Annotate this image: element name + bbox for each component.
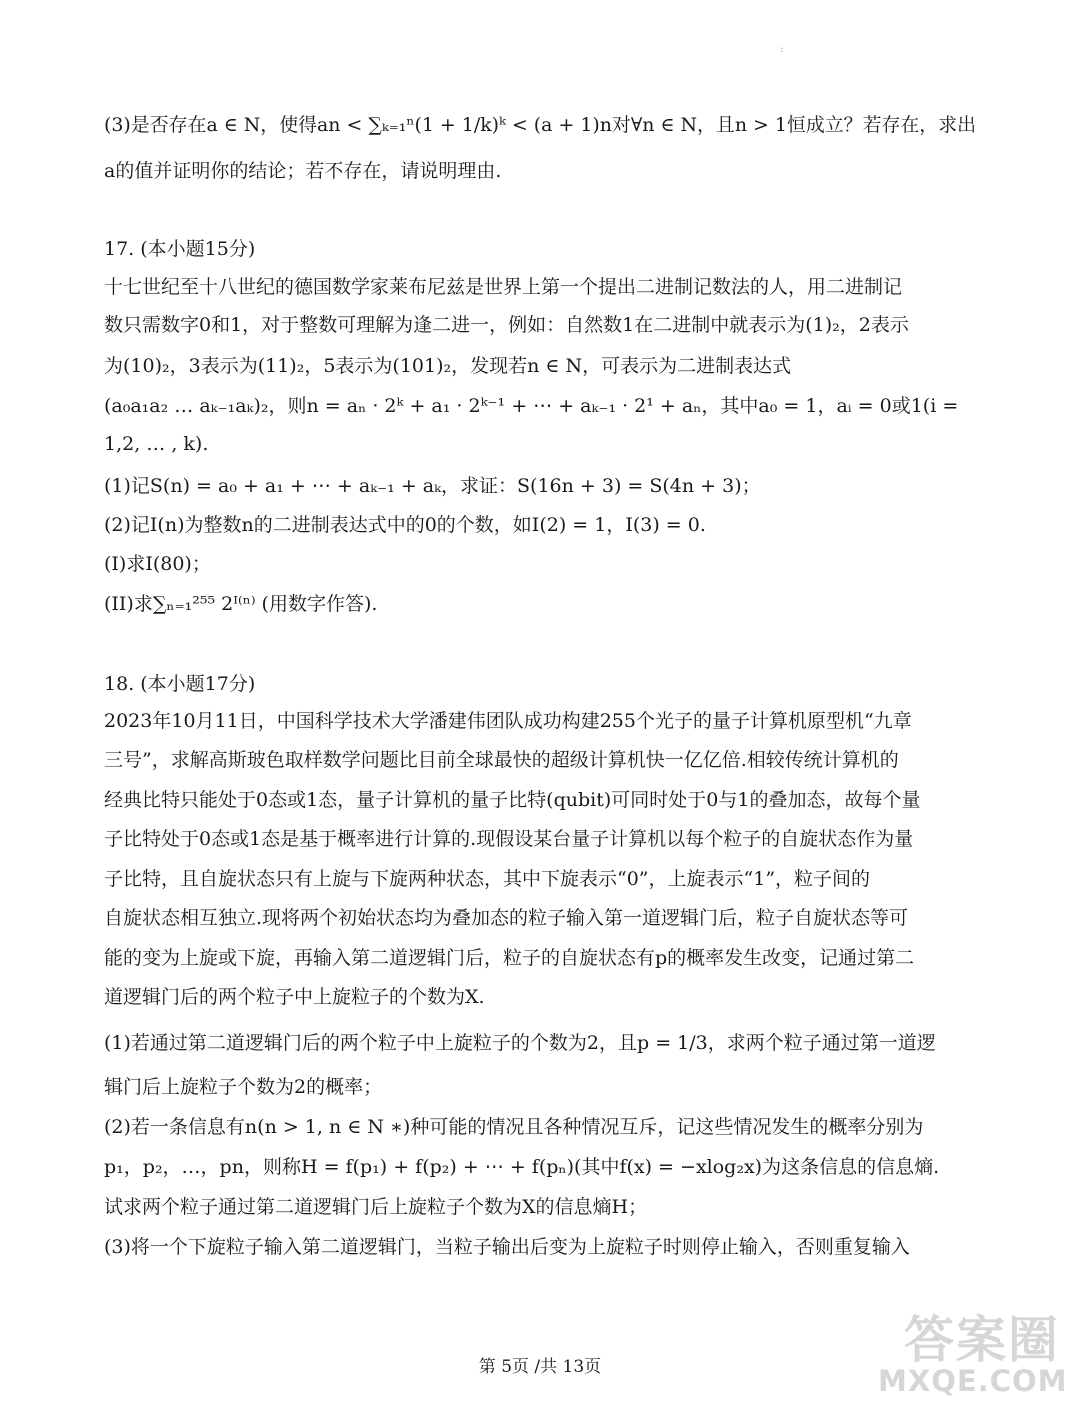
- text-line: (I)求I(80)；: [104, 553, 211, 575]
- text-line: 十七世纪至十八世纪的德国数学家莱布尼兹是世界上第一个提出二进制记数法的人，用二进制记: [104, 276, 903, 298]
- text-line: (II)求∑ₙ₌₁²⁵⁵ 2ᴵ⁽ⁿ⁾ (用数字作答).: [104, 593, 378, 615]
- watermark-url: MXQE.COM: [878, 1364, 1068, 1398]
- text-line: (2)记I(n)为整数n的二进制表达式中的0的个数，如I(2) = 1，I(3) = 0.: [104, 514, 706, 536]
- text-line: 18. (本小题17分): [104, 673, 256, 695]
- text-line: 子比特，且自旋状态只有上旋与下旋两种状态，其中下旋表示“0”，上旋表示“1”，粒子间的: [104, 868, 871, 890]
- text-line: 自旋状态相互独立.现将两个初始状态均为叠加态的粒子输入第一道逻辑门后，粒子自旋状态等可: [104, 907, 909, 929]
- text-line: (1)若通过第二道逻辑门后的两个粒子中上旋粒子的个数为2，且p = 1/3，求两个粒子通过第一道逻: [104, 1032, 936, 1054]
- text-line: 17. (本小题15分): [104, 238, 256, 260]
- text-line: 经典比特只能处于0态或1态，量子计算机的量子比特(qubit)可同时处于0与1的叠加态，故每个量: [104, 789, 921, 811]
- text-line: 三号”，求解高斯玻色取样数学问题比目前全球最快的超级计算机快一亿亿倍.相较传统计算机的: [104, 749, 899, 771]
- top-mark: :: [780, 44, 784, 55]
- text-line: p₁，p₂，…，pn，则称H = f(p₁) + f(p₂) + ⋯ + f(pₙ)(其中f(x) = −xlog₂x)为这条信息的信息熵.: [104, 1156, 940, 1178]
- text-line: (2)若一条信息有n(n > 1, n ∈ N ∗)种可能的情况且各种情况互斥，记这些情况发生的概率分别为: [104, 1116, 924, 1138]
- text-line: (3)将一个下旋粒子输入第二道逻辑门，当粒子输出后变为上旋粒子时则停止输入，否则重复输入: [104, 1236, 910, 1258]
- watermark-logo-text: 答案圈: [904, 1311, 1060, 1369]
- text-line: 试求两个粒子通过第二道逻辑门后上旋粒子个数为X的信息熵H；: [104, 1196, 648, 1218]
- text-line: (a₀a₁a₂ … aₖ₋₁aₖ)₂，则n = aₙ · 2ᵏ + a₁ · 2ᵏ⁻¹ + ⋯ + aₖ₋₁ · 2¹ + aₙ，其中a₀ = 1，aᵢ = 0或1(i =: [104, 395, 959, 417]
- page-footer: 第 5页 /共 13页: [478, 1357, 602, 1377]
- text-line: a的值并证明你的结论；若不存在，请说明理由.: [104, 160, 502, 182]
- text-line: (3)是否存在a ∈ N，使得an < ∑ₖ₌₁ⁿ(1 + 1/k)ᵏ < (a + 1)n对∀n ∈ N，且n > 1恒成立？若存在，求出: [104, 114, 977, 136]
- text-line: 1,2, … , k).: [104, 433, 209, 455]
- text-line: 道逻辑门后的两个粒子中上旋粒子的个数为X.: [104, 986, 485, 1008]
- text-line: 2023年10月11日，中国科学技术大学潘建伟团队成功构建255个光子的量子计算机原型机“九章: [104, 710, 912, 732]
- text-line: 能的变为上旋或下旋，再输入第二道逻辑门后，粒子的自旋状态有p的概率发生改变，记通过第二: [104, 947, 915, 969]
- text-line: 为(10)₂，3表示为(11)₂，5表示为(101)₂，发现若n ∈ N，可表示为二进制表达式: [104, 355, 792, 377]
- text-line: 子比特处于0态或1态是基于概率进行计算的.现假设某台量子计算机以每个粒子的自旋状态作为量: [104, 828, 914, 850]
- text-line: (1)记S(n) = a₀ + a₁ + ⋯ + aₖ₋₁ + aₖ，求证：S(16n + 3) = S(4n + 3)；: [104, 475, 761, 497]
- text-line: 数只需数字0和1，对于整数可理解为逢二进一，例如：自然数1在二进制中就表示为(1)₂，2表示: [104, 314, 909, 336]
- watermark-logo: [876, 1300, 1076, 1400]
- text-line: 辑门后上旋粒子个数为2的概率；: [104, 1076, 383, 1098]
